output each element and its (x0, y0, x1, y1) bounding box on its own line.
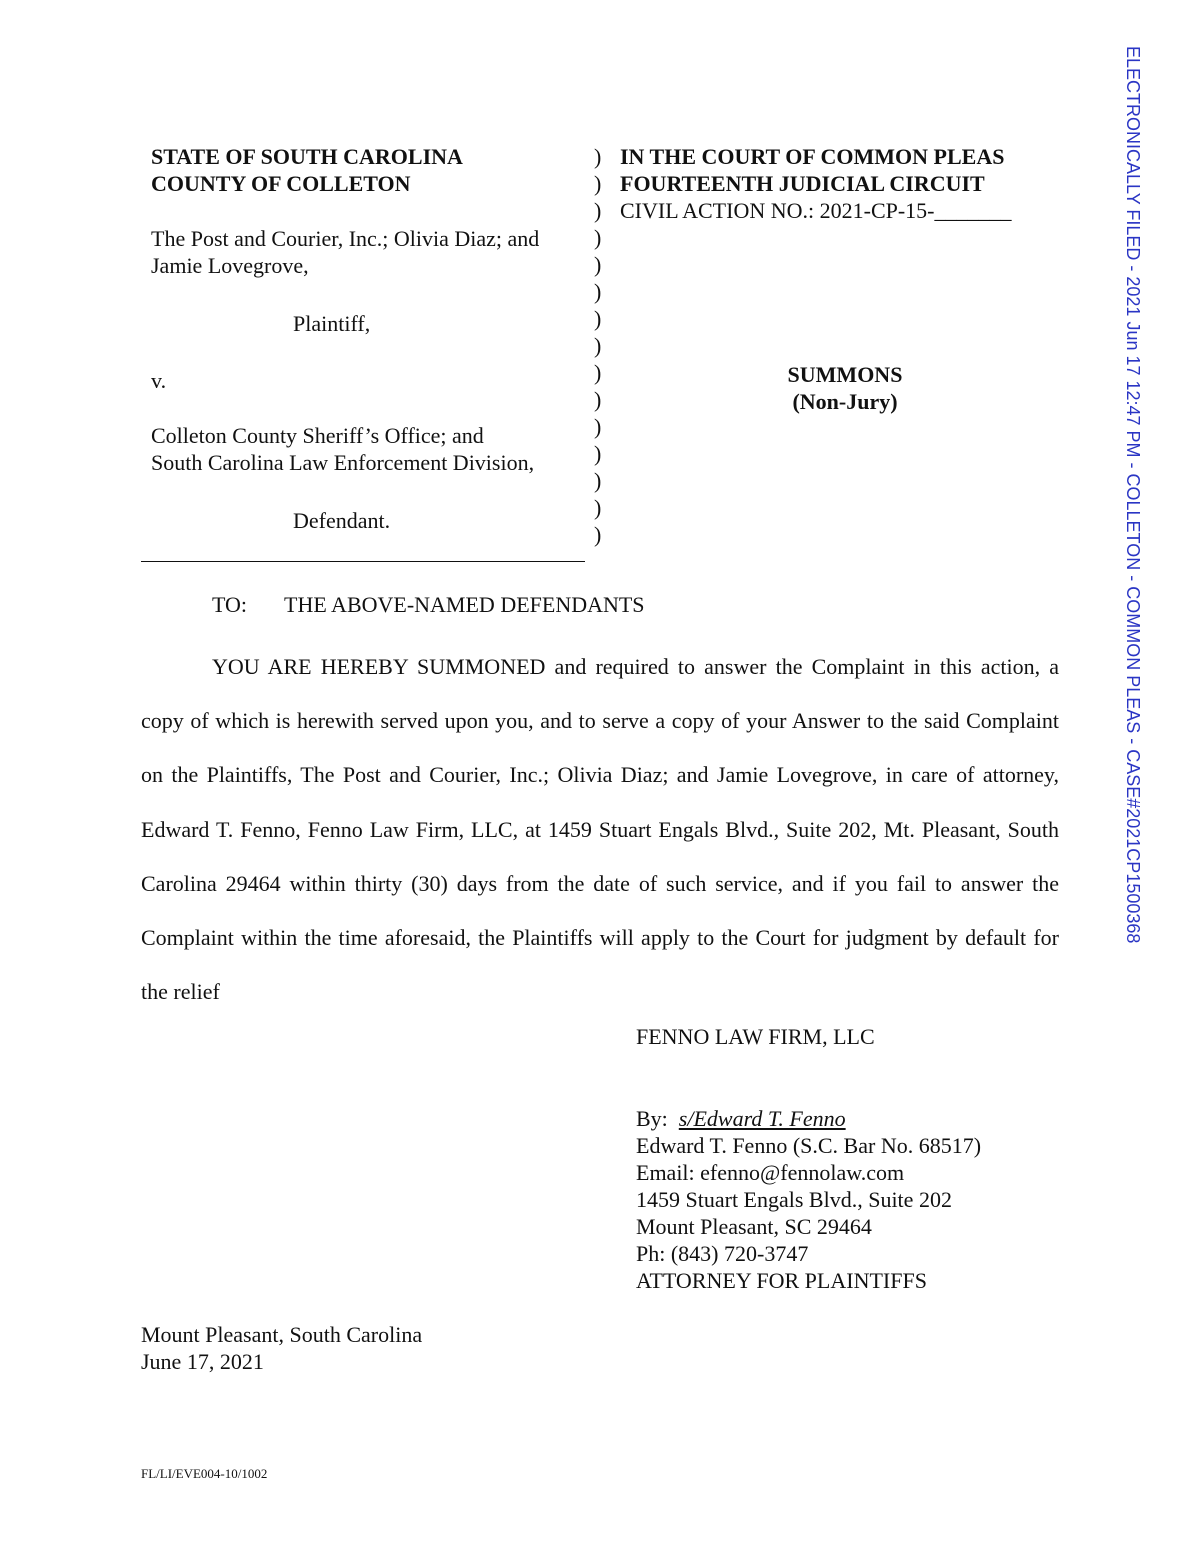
paren: ) (594, 279, 602, 304)
signed-by-line (636, 1105, 981, 1132)
place-date (141, 1321, 422, 1375)
summons-title: SUMMONS (787, 362, 903, 387)
plaintiffs-block (151, 225, 539, 279)
signature-block (636, 1105, 981, 1294)
attorney-email: Email: efenno@fennolaw.com (636, 1160, 905, 1185)
to-line (212, 591, 247, 618)
paren: ) (594, 441, 602, 466)
defendant-names-line: Colleton County Sheriff’s Office; and (151, 423, 484, 448)
paren: ) (594, 468, 602, 493)
paren: ) (594, 198, 602, 223)
paren: ) (594, 144, 602, 169)
firm-name: FENNO LAW FIRM, LLC (636, 1024, 875, 1049)
attorney-name: Edward T. Fenno (S.C. Bar No. 68517) (636, 1133, 982, 1158)
paren: ) (594, 225, 602, 250)
paren: ) (594, 414, 602, 439)
caption-rule (141, 561, 585, 562)
civil-action-number: CIVIL ACTION NO.: 2021-CP-15-_______ (620, 198, 1012, 223)
defendants-block (151, 422, 534, 476)
state-line: STATE OF SOUTH CAROLINA (151, 144, 463, 169)
to-recipient: THE ABOVE-NAMED DEFENDANTS (284, 592, 645, 617)
attorney-role: ATTORNEY FOR PLAINTIFFS (636, 1268, 927, 1293)
circuit-line: FOURTEENTH JUDICIAL CIRCUIT (620, 171, 985, 196)
document-title (620, 361, 1070, 415)
court-line: IN THE COURT OF COMMON PLEAS (620, 144, 1005, 169)
court-header (620, 143, 1012, 224)
non-jury-subtitle: (Non-Jury) (792, 389, 898, 414)
attorney-city: Mount Pleasant, SC 29464 (636, 1214, 872, 1239)
paren: ) (594, 522, 602, 547)
paren: ) (594, 252, 602, 277)
plaintiff-names-line: The Post and Courier, Inc.; Olivia Diaz; and (151, 226, 540, 251)
county-line: COUNTY OF COLLETON (151, 171, 411, 196)
summons-body-text: YOU ARE HEREBY SUMMONED and required to answer the Complaint in this action, a copy of which is herewith served upon you, and to serve a copy of your Answer to the said Complaint on the Plaintiffs, The Post and Courier, Inc.; Olivia Diaz; and Jamie Lovegrove, in care of attorney, Edward T. Fenno, Fenno Law Firm, LLC, at 1459 Stuart Engals Blvd., Suite 202, Mt. Pleasant, South Carolina 29464 within thirty (30) days from the date of such service, and if you fail to answer the Complaint within the time aforesaid, the Plaintiffs will apply to the Court for judgment by default for the relief (141, 654, 1059, 1005)
defendant-names-line: South Carolina Law Enforcement Division, (151, 450, 535, 475)
attorney-street: 1459 Stuart Engals Blvd., Suite 202 (636, 1187, 952, 1212)
plaintiff-label: Plaintiff, (293, 311, 371, 336)
paren: ) (594, 306, 602, 331)
attorney-phone: Ph: (843) 720-3747 (636, 1241, 809, 1266)
electronic-signature: s/Edward T. Fenno (678, 1106, 846, 1131)
paren: ) (594, 171, 602, 196)
electronic-filing-stamp: ELECTRONICALLY FILED - 2021 Jun 17 12:47 PM - COLLETON - COMMON PLEAS - CASE#2021CP1500368 (1123, 46, 1143, 944)
date: June 17, 2021 (141, 1349, 264, 1374)
versus: v. (151, 368, 167, 393)
by-label: By: (636, 1106, 668, 1131)
paren: ) (594, 333, 602, 358)
paren: ) (594, 387, 602, 412)
summons-body (141, 640, 1059, 1019)
paren: ) (594, 360, 602, 385)
defendant-label: Defendant. (293, 508, 391, 533)
paren: ) (594, 495, 602, 520)
place: Mount Pleasant, South Carolina (141, 1322, 423, 1347)
to-label: TO: (212, 592, 248, 617)
plaintiff-names-line: Jamie Lovegrove, (151, 253, 309, 278)
state-county-header (151, 143, 463, 197)
document-code: FL/LI/EVE004-10/1002 (141, 1466, 268, 1481)
